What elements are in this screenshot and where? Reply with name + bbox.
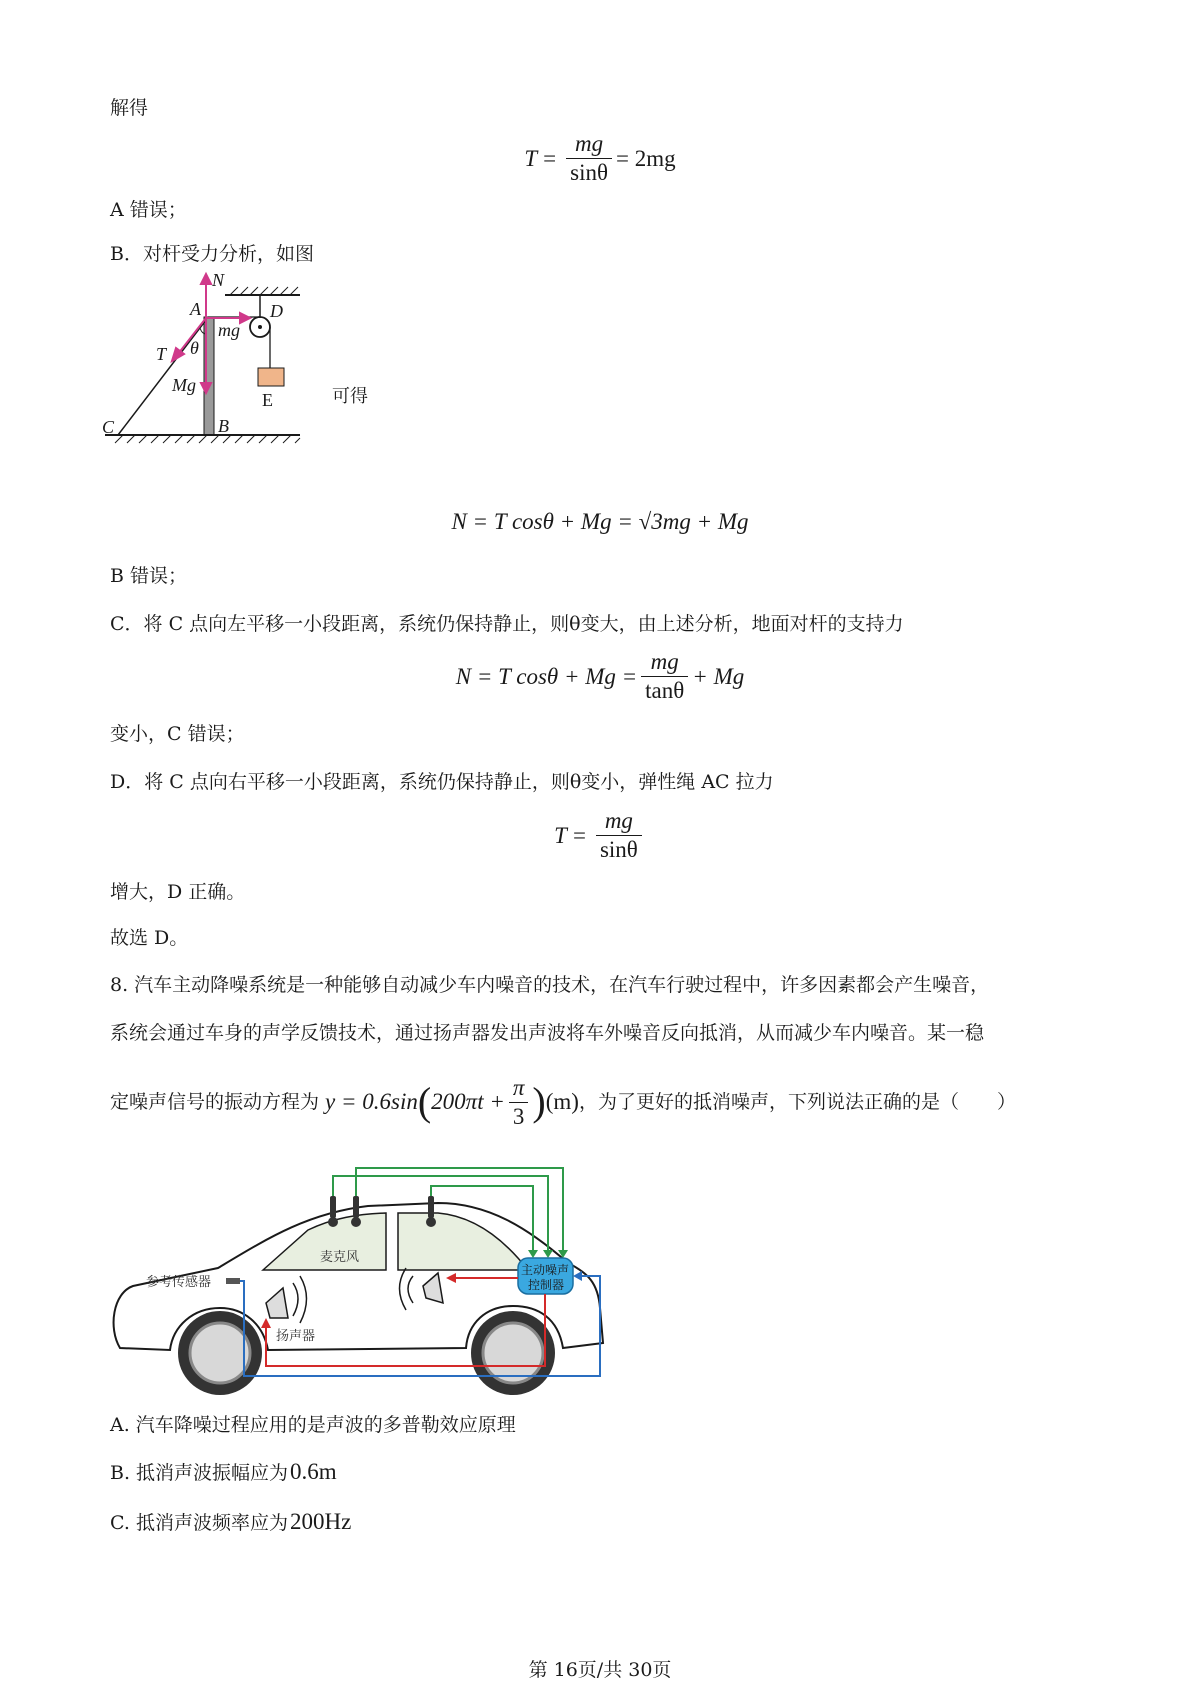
text-b-intro: B．对杆受力分析，如图 — [110, 243, 314, 265]
page-footer: 第 16页/共 30页 — [528, 1659, 672, 1681]
option-c — [110, 1510, 351, 1535]
label-theta: θ — [190, 338, 199, 358]
label-d: D — [270, 301, 283, 321]
eq4-numerator: mg — [604, 808, 633, 833]
label-n: N — [212, 270, 225, 290]
label-mic: 麦克风 — [320, 1249, 360, 1264]
car-noise-diagram — [108, 1158, 668, 1398]
text-c-intro: C．将 C 点向左平移一小段距离，系统仍保持静止，则θ变大，由上述分析，地面对杆的支持力 — [110, 613, 904, 635]
text-jiede: 解得 — [110, 97, 149, 119]
eq1-lhs: T — [524, 145, 538, 171]
option-c-value: 200Hz — [289, 1509, 352, 1534]
q8-line-3-prefix: 定噪声信号的振动方程为 — [110, 1091, 320, 1113]
option-c-text: C. 抵消声波频率应为 — [110, 1512, 288, 1534]
q8-line-3: 定噪声信号的振动方程为 y = 0.6sin ( 200πt + $\frac{\pi}{3}$ ) (m) ，为了更好的抵消噪声，下列说法正确的是（ ） — [110, 1072, 1016, 1130]
eq3-fraction — [641, 648, 688, 705]
q8-line-3-suffix: ，为了更好的抵消噪声，下列说法正确的是（ ） — [578, 1091, 1016, 1113]
eq1-denominator: sinθ — [566, 158, 612, 187]
option-b-text: B. 抵消声波振幅应为 — [110, 1462, 289, 1484]
equation-1: T = $\frac{mg}{\sin\theta}$ = 2mg — [524, 131, 676, 185]
eq4-lhs: T — [554, 822, 567, 848]
label-controller-1: 主动噪声 — [521, 1263, 570, 1277]
eq3-numerator: mg — [650, 649, 679, 674]
rear-wheel — [178, 1311, 262, 1395]
q8-eq-numerator: π — [512, 1074, 525, 1100]
text-kede: 可得 — [332, 386, 368, 407]
q8-eq-lhs: y = 0.6sin — [325, 1089, 418, 1114]
equation-3 — [0, 648, 1200, 705]
q8-line-1: 8. 汽车主动降噪系统是一种能够自动减少车内噪音的技术，在汽车行驶过程中，许多因素都会产生噪音， — [110, 974, 990, 996]
eq1-fraction — [566, 130, 612, 187]
eq1-numerator: mg — [575, 131, 604, 156]
label-controller-2: 控制器 — [528, 1278, 565, 1292]
text-c-end: 变小，C 错误； — [110, 723, 245, 745]
text-d-end: 增大，D 正确。 — [110, 881, 246, 903]
option-b — [110, 1460, 337, 1485]
label-e: E — [262, 390, 273, 410]
label-b: B — [218, 416, 229, 436]
q8-eq-unit: (m) — [545, 1089, 579, 1114]
label-a: A — [190, 299, 201, 319]
rod-force-diagram — [100, 270, 310, 455]
option-a: A. 汽车降噪过程应用的是声波的多普勒效应原理 — [110, 1414, 516, 1436]
eq4-fraction — [596, 807, 642, 864]
text-d-intro: D．将 C 点向右平移一小段距离，系统仍保持静止，则θ变小，弹性绳 AC 拉力 — [110, 771, 774, 793]
label-t: T — [156, 344, 167, 364]
text-b-wrong: B 错误； — [110, 565, 188, 587]
q8-line-2: 系统会通过车身的声学反馈技术，通过扬声器发出声波将车外噪音反向抵消，从而减少车内噪音。某一稳 — [110, 1022, 985, 1044]
eq3-rhs: + Mg — [692, 663, 745, 689]
label-mg-weight: Mg — [172, 375, 196, 395]
label-speaker: 扬声器 — [276, 1328, 316, 1343]
eq3-denominator: tanθ — [641, 676, 688, 705]
label-ref-sensor: 参考传感器 — [146, 1274, 212, 1289]
q8-eq-inner: 200πt + — [431, 1089, 505, 1114]
text-a-wrong: A 错误； — [110, 199, 187, 221]
q8-eq-denominator: 3 — [509, 1102, 529, 1131]
text-choose: 故选 D。 — [110, 927, 189, 949]
label-mg: mg — [218, 320, 240, 340]
ref-sensor — [226, 1278, 240, 1284]
equation-4: T = $\frac{mg}{\sin\theta}$ — [0, 807, 1200, 864]
eq3-lhs: N = T cosθ + Mg = — [455, 663, 638, 689]
label-c: C — [102, 417, 115, 437]
option-b-value: 0.6m — [290, 1459, 337, 1484]
eq1-rhs: = 2mg — [616, 145, 676, 171]
q8-eq-fraction — [509, 1074, 529, 1131]
front-wheel — [471, 1311, 555, 1395]
block-e — [258, 368, 284, 386]
equation-2: N = T cosθ + Mg = √3mg + Mg — [451, 509, 749, 534]
eq4-denominator: sinθ — [596, 835, 642, 864]
